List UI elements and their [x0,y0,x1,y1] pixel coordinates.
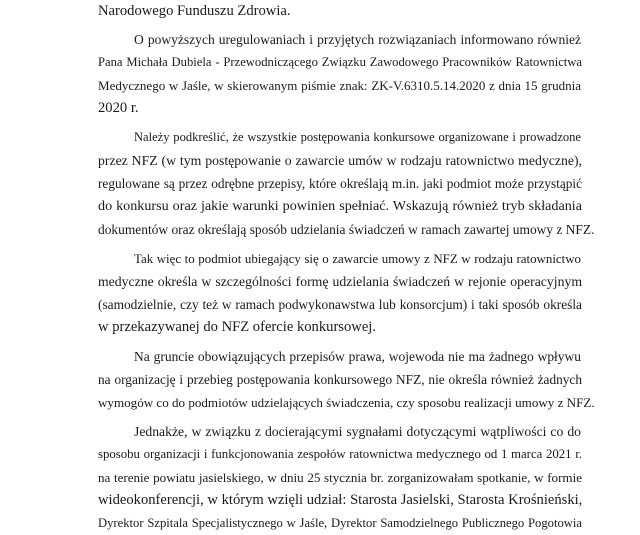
text-line: Jednakże, w związku z docierającymi sygnałami dotyczącymi wątpliwości co do [134,424,581,439]
text-line: do konkursu oraz jakie warunki powinien spełniać. Wskazują również tryb składania [98,198,582,214]
text-line: na organizację i przebieg postępowania konkursowego NFZ, nie określa również żadnych [98,372,582,387]
text-line: wymogów co do podmiotów udzielających świadczenia, czy sposobu realizacji umowy z NFZ. [98,395,595,410]
text-line: Narodowego Funduszu Zdrowia. [98,3,291,19]
text-line: 2020 r. [98,100,139,116]
text-line: regulowane są przez odrębne przepisy, które określają m.in. jaki podmiot może przystąpić [98,176,582,191]
text-line: Dyrektor Szpitala Specjalistycznego w Jaśle, Dyrektor Samodzielnego Publicznego Pogotowia [98,516,582,530]
text-line: sposobu organizacji i funkcjonowania zespołów ratownictwa medycznego od 1 marca 2021 r. [98,447,582,461]
text-line: Pana Michała Dubiela - Przewodniczącego Związku Zawodowego Pracowników Ratownictwa [98,55,582,69]
text-line: Tak więc to podmiot ubiegający się o zawarcie umowy z NFZ w rodzaju ratownictwo [134,251,581,266]
text-line: w przekazywanej do NFZ ofercie konkursowej. [98,319,376,335]
text-line: dokumentów oraz określają sposób udzielania świadczeń w ramach zawartej umowy z NFZ. [98,222,595,237]
text-line: medyczne określa w szczególności formę udzielania świadczeń w rejonie operacyjnym [98,274,582,289]
text-line: (samodzielnie, czy też w ramach podwykonawstwa lub konsorcjum) i taki sposób określa [98,297,582,312]
text-line: na terenie powiatu jasielskiego, w dniu 25 stycznia br. zorganizowałam spotkanie, w formie [98,470,582,485]
text-line: wideokonferencji, w którym wzięli udział: Starosta Jasielski, Starosta Krośnieński, [98,492,583,508]
text-line: przez NFZ (w tym postępowanie o zawarcie umów w rodzaju ratownictwo medyczne), [98,153,582,168]
text-line: Medycznego w Jaśle, w skierowanym piśmie znak: ZK-V.6310.5.14.2020 z dnia 15 grudnia [98,78,581,93]
text-line: O powyższych uregulowaniach i przyjętych rozwiązaniach informowano również [134,32,581,47]
text-line: Należy podkreślić, że wszystkie postępowania konkursowe organizowane i prowadzone [134,130,581,144]
text-line: Na gruncie obowiązujących przepisów prawa, wojewoda nie ma żadnego wpływu [134,349,581,364]
